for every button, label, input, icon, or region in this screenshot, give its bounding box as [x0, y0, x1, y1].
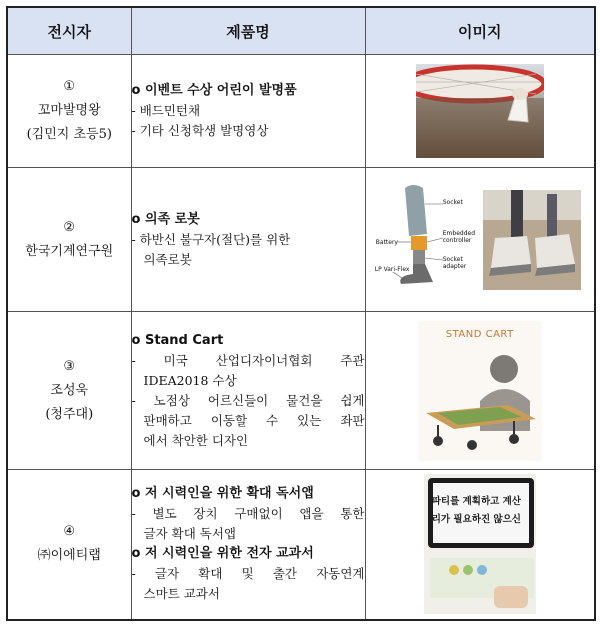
label-adapter: Socket adapter	[442, 255, 467, 270]
exhibitor-cell	[7, 168, 131, 312]
label-battery: Battery	[375, 238, 398, 246]
exhibitor-cell	[7, 470, 131, 620]
poster-title: STAND CART	[445, 328, 514, 340]
row-number: ②	[63, 219, 76, 235]
product-detail: 글자 확대 독서앱	[143, 526, 236, 542]
label-controller: Embedded controller	[442, 229, 476, 244]
table-row	[7, 55, 595, 168]
prosthetic-leg-image	[375, 184, 585, 296]
exhibitor-affiliation: (김민지 초등5)	[26, 127, 112, 142]
badminton-image	[416, 64, 544, 158]
image-cell	[365, 470, 595, 620]
image-cell	[365, 168, 595, 312]
stand-cart-image	[418, 321, 542, 461]
row-number: ③	[63, 358, 76, 374]
exhibitor-name: 꼬마발명왕	[37, 103, 101, 118]
exhibitor-name: 조성욱	[50, 382, 89, 398]
row-number: ①	[63, 79, 76, 94]
tablet-screen-line: 리가 필요하진 않으신	[431, 514, 521, 526]
product-detail: - 별도 장치 구매없이 앱을 통한	[131, 506, 365, 522]
product-detail: - 하반신 불구자(절단)를 위한	[131, 231, 291, 247]
exhibitor-cell	[7, 55, 131, 168]
row-number: ④	[63, 524, 76, 540]
exhibitor-cell	[7, 312, 131, 470]
label-foot: LP Vari-Flex	[374, 265, 410, 273]
header-product: 제품명	[131, 7, 365, 55]
product-title: o Stand Cart	[131, 332, 224, 348]
product-detail: - 미국 산업디자이너협회 주관	[131, 352, 365, 368]
header-row	[7, 7, 595, 55]
badminton-racket-icon	[416, 64, 544, 158]
product-detail: - 노점상 어르신들이 물건을 쉽게	[131, 392, 365, 408]
image-cell	[365, 55, 595, 168]
stand-cart-icon	[418, 321, 542, 461]
exhibitor-name: 한국기계연구원	[25, 243, 114, 259]
product-detail: 의족로봇	[143, 251, 192, 267]
tablet-screen-line: 파티를 계획하고 계산	[431, 496, 521, 508]
product-cell	[131, 55, 365, 168]
exhibit-table	[6, 6, 596, 621]
product-detail: - 글자 확대 및 출간 자동연계	[131, 566, 365, 582]
product-title: o 이벤트 수상 어린이 발명품	[131, 83, 297, 98]
image-cell	[365, 312, 595, 470]
product-detail: 스마트 교과서	[143, 586, 220, 602]
product-detail: 에서 착안한 디자인	[143, 432, 249, 448]
table-row	[7, 168, 595, 312]
product-detail: - 기타 신청학생 발명영상	[131, 123, 269, 138]
product-detail: IDEA2018 수상	[143, 372, 237, 388]
product-cell	[131, 312, 365, 470]
label-socket: Socket	[442, 198, 463, 206]
product-title: o 저 시력인을 위한 확대 독서앱	[131, 486, 314, 502]
reading-tablet-image	[424, 474, 536, 614]
header-image: 이미지	[365, 7, 595, 55]
exhibitor-name: ㈜이에티랩	[37, 548, 101, 564]
product-title: o 의족 로봇	[131, 211, 200, 227]
exhibitor-affiliation: (청주대)	[45, 406, 94, 422]
product-detail: - 배드민턴채	[131, 103, 201, 118]
header-exhibitor: 전시자	[7, 7, 131, 55]
product-title: o 저 시력인을 위한 전자 교과서	[131, 546, 314, 562]
table-row	[7, 470, 595, 620]
product-cell	[131, 168, 365, 312]
product-detail: 판매하고 이동할 수 있는 좌판	[143, 412, 365, 428]
product-cell	[131, 470, 365, 620]
table-row	[7, 312, 595, 470]
